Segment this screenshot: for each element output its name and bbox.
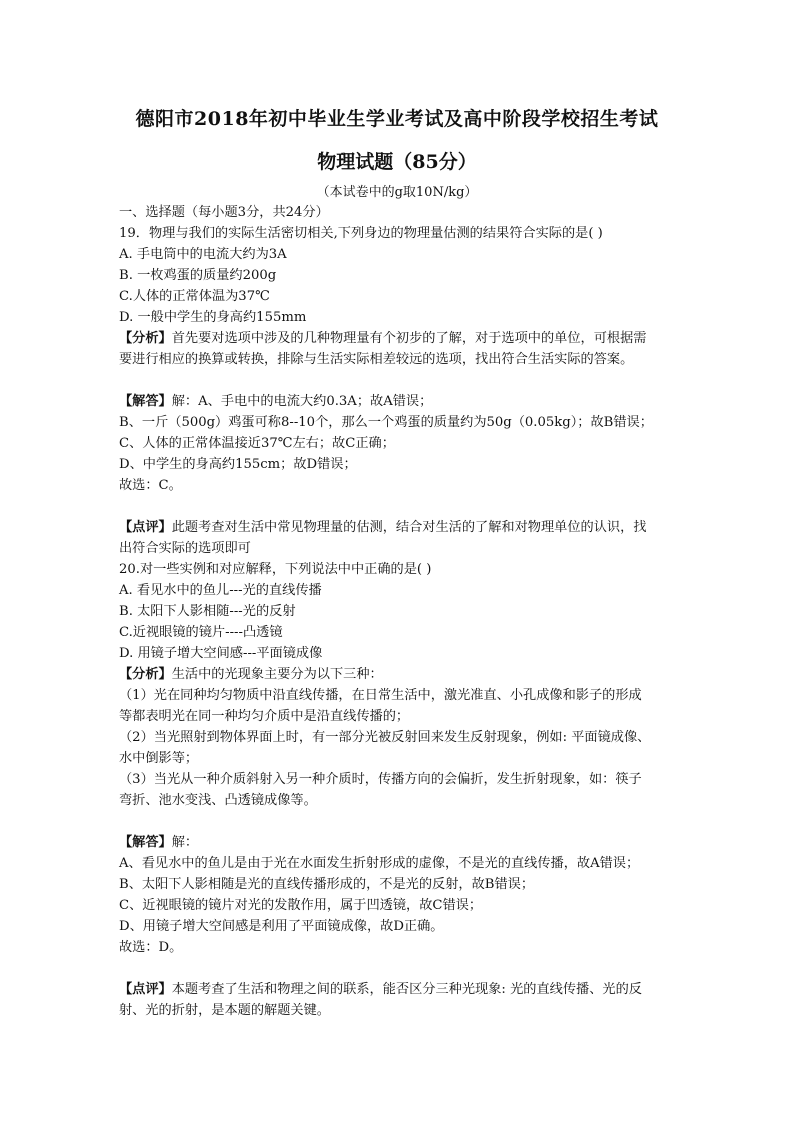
q20-answer-line (119, 832, 679, 853)
q19-answer-line (119, 391, 679, 412)
q19-option-b: B. 一枚鸡蛋的质量约200g (119, 268, 277, 283)
q20-analysis-text-4: （2）当光照射到物体界面上时，有一部分光被反射回来发生反射现象，例如: 平面镜成像、 (119, 730, 651, 745)
q20-answer-a: A、看见水中的鱼儿是由于光在水面发生折射形成的虚像，不是光的直线传播，故A错误； (119, 856, 640, 871)
q19-comment-tag: 【点评】 (119, 520, 172, 535)
section-heading: 一、选择题（每小题3分，共24分） (119, 205, 329, 220)
q19-analysis-line (119, 328, 679, 349)
q20-analysis-text-5: 水中倒影等； (119, 751, 199, 766)
q19-stem: 19．物理与我们的实际生活密切相关,下列身边的物理量估测的结果符合实际的是( ) (119, 226, 603, 241)
q19-option-a: A. 手电筒中的电流大约为3A (119, 247, 287, 262)
q19-answer-b: B、一斤（500g）鸡蛋可称8--10个，那么一个鸡蛋的质量约为50g（0.05kg）；故B错误； (119, 415, 653, 430)
q19-analysis-text: 首先要对选项中涉及的几种物理量有个初步的了解，对于选项中的单位，可根据需 (171, 331, 647, 346)
spacer (119, 370, 679, 391)
q19-answer-d: D、中学生的身高约155cm；故D错误； (119, 457, 357, 472)
q19-comment-text: 此题考查对生活中常见物理量的估测，结合对生活的了解和对物理单位的认识，找 (171, 520, 647, 535)
q19-option-d: D. 一般中学生的身高约155mm (119, 310, 307, 325)
q19-analysis-text-2: 要进行相应的换算或转换，排除与生活实际相差较远的选项，找出符合生活实际的答案。 (119, 352, 634, 367)
q20-analysis-text-2: （1）光在同种均匀物质中沿直线传播，在日常生活中，激光准直、小孔成像和影子的形成 (119, 688, 642, 703)
spacer (119, 811, 679, 832)
q20-analysis-text-6: （3）当光从一种介质斜射入另一种介质时，传播方向的会偏折，发生折射现象，如：筷子 (119, 772, 642, 787)
q19-answer-choice: 故选：C。 (119, 478, 182, 493)
q20-answer-tag: 【解答】 (119, 835, 172, 850)
q20-analysis-text-3: 等都表明光在同一种均匀介质中是沿直线传播的； (119, 709, 410, 724)
q19-answer-tag: 【解答】 (119, 394, 172, 409)
q20-answer-d: D、用镜子增大空间感是利用了平面镜成像，故D正确。 (119, 919, 444, 934)
q20-analysis-text-7: 弯折、池水变浅、凸透镜成像等。 (119, 793, 317, 808)
q20-answer-c: C、近视眼镜的镜片对光的发散作用，属于凹透镜，故C错误； (119, 898, 483, 913)
spacer (119, 496, 679, 517)
q20-option-d: D. 用镜子增大空间感---平面镜成像 (119, 646, 323, 661)
exam-title: 德阳市2018年初中毕业生学业考试及高中阶段学校招生考试 (135, 108, 659, 130)
q20-comment-text-2: 射、光的折射，是本题的解题关键。 (119, 1003, 330, 1018)
q20-answer-choice: 故选：D。 (119, 940, 183, 955)
q20-comment-text: 本题考查了生活和物理之间的联系，能否区分三种光现象: 光的直线传播、光的反 (171, 982, 642, 997)
q20-stem: 20.对一些实例和对应解释，下列说法中中正确的是( ) (119, 562, 432, 577)
exam-note: （本试卷中的g取10N/kg） (316, 185, 478, 200)
q19-analysis-tag: 【分析】 (119, 331, 172, 346)
q20-answer-b: B、太阳下人影相随是光的直线传播形成的，不是光的反射，故B错误； (119, 877, 535, 892)
q20-comment-line (119, 979, 679, 1000)
q19-answer-c: C、人体的正常体温接近37℃左右；故C正确； (119, 436, 395, 451)
q20-analysis-text: 生活中的光现象主要分为以下三种： (171, 667, 383, 682)
q20-analysis-line (119, 664, 679, 685)
q20-answer-text: 解： (171, 835, 199, 850)
exam-subtitle: 物理试题（85分） (317, 151, 477, 173)
q20-option-b: B. 太阳下人影相随---光的反射 (119, 604, 296, 619)
q20-option-a: A. 看见水中的鱼儿---光的直线传播 (119, 583, 322, 598)
spacer (119, 958, 679, 979)
q20-comment-tag: 【点评】 (119, 982, 172, 997)
q20-option-c: C.近视眼镜的镜片----凸透镜 (119, 625, 283, 640)
q20-analysis-tag: 【分析】 (119, 667, 172, 682)
q19-answer-text: 解：A、手电中的电流大约0.3A；故A错误； (171, 394, 433, 409)
q19-option-c: C.人体的正常体温为37℃ (119, 289, 270, 304)
q19-comment-line (119, 517, 679, 538)
q19-comment-text-2: 出符合实际的选项即可 (119, 541, 251, 556)
document-body (119, 202, 679, 1021)
